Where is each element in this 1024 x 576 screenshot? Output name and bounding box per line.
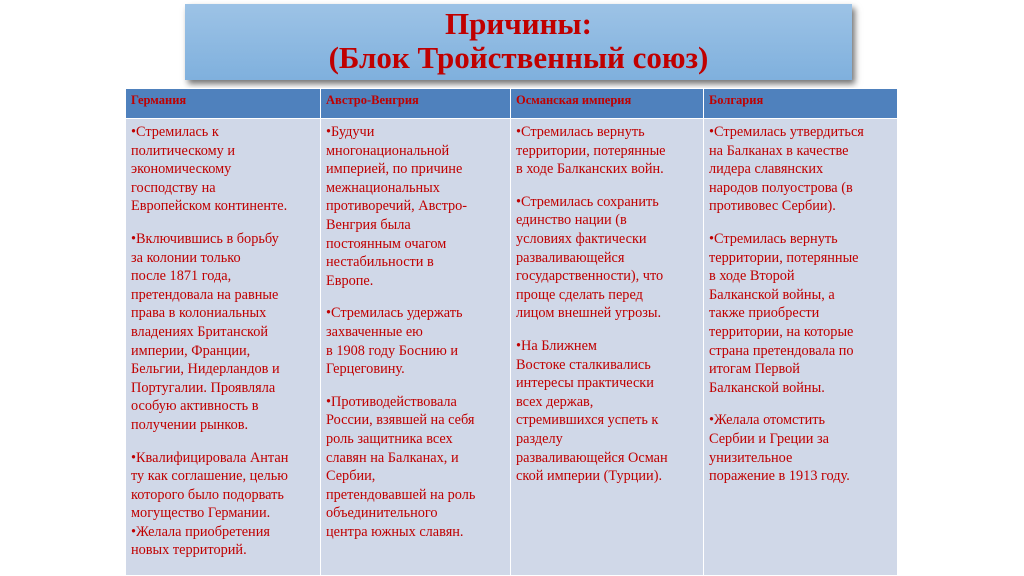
bulgaria-point-2: •Стремилась вернуть территории, потерянные в ходе Второй Балканской войны, а также приобрести территории, на которые страна претендовала по итогам Первой Балканской войны. xyxy=(709,230,859,396)
header-austria-hungary: Австро-Венгрия xyxy=(321,89,511,119)
austria-point-1: •Будучи многонациональной империей, по причине межнациональных противоречий, Австро- Венгрия была постоянным очагом нестабильности в Европе. xyxy=(326,124,468,289)
germany-point-2: •Включившись в борьбу за колонии только после 1871 года, претендовала на равные права в колониальных владениях Британской империи, Франции, Бельгии, Нидерландов и Португалии. Проявляла особую активность в получении рынков. xyxy=(131,230,280,433)
ottoman-point-3: •На Ближнем Востоке сталкивались интересы практически всех держав, стремившихся успеть к разделу разваливающейся Осман ской империи (Турции). xyxy=(516,337,668,485)
table-row xyxy=(126,119,898,576)
germany-point-3: •Квалифицировала Антан ту как соглашение, целью которого было подорвать могущество Германии. xyxy=(131,449,289,522)
header-germany: Германия xyxy=(126,89,321,119)
ottoman-point-1: •Стремилась вернуть территории, потерянные в ходе Балканских войн. xyxy=(516,124,666,178)
austria-point-2: •Стремилась удержать захваченные ею в 1908 году Боснию и Герцеговину. xyxy=(326,305,463,378)
title-line-2: (Блок Тройственный союз) xyxy=(328,40,709,75)
title-line-1: Причины: xyxy=(445,6,592,41)
causes-table xyxy=(125,88,898,576)
table-header-row xyxy=(126,89,898,119)
germany-point-4: •Желала приобретения новых территорий. xyxy=(131,523,270,559)
header-bulgaria: Болгария xyxy=(704,89,898,119)
cell-bulgaria xyxy=(704,119,898,576)
cell-ottoman-empire xyxy=(511,119,704,576)
austria-point-3: •Противодействовала России, взявшей на себя роль защитника всех славян на Балканах, и Сербии, претендовавшей на роль объединительного центра южных славян. xyxy=(326,393,476,540)
germany-point-1: •Стремилась к политическому и экономическому господству на Европейском континенте. xyxy=(131,124,288,215)
cell-austria-hungary xyxy=(321,119,511,576)
bulgaria-point-3: •Желала отомстить Сербии и Греции за унизительное поражение в 1913 году. xyxy=(709,412,850,485)
header-ottoman-empire: Османская империя xyxy=(511,89,704,119)
bulgaria-point-1: •Стремилась утвердиться на Балканах в качестве лидера славянских народов полуострова (в противовес Сербии). xyxy=(709,124,864,215)
cell-germany xyxy=(126,119,321,576)
ottoman-point-2: •Стремилась сохранить единство нации (в условиях фактически разваливающейся государственности), что проще сделать перед лицом внешней угрозы. xyxy=(516,193,664,322)
slide-title xyxy=(185,4,852,80)
